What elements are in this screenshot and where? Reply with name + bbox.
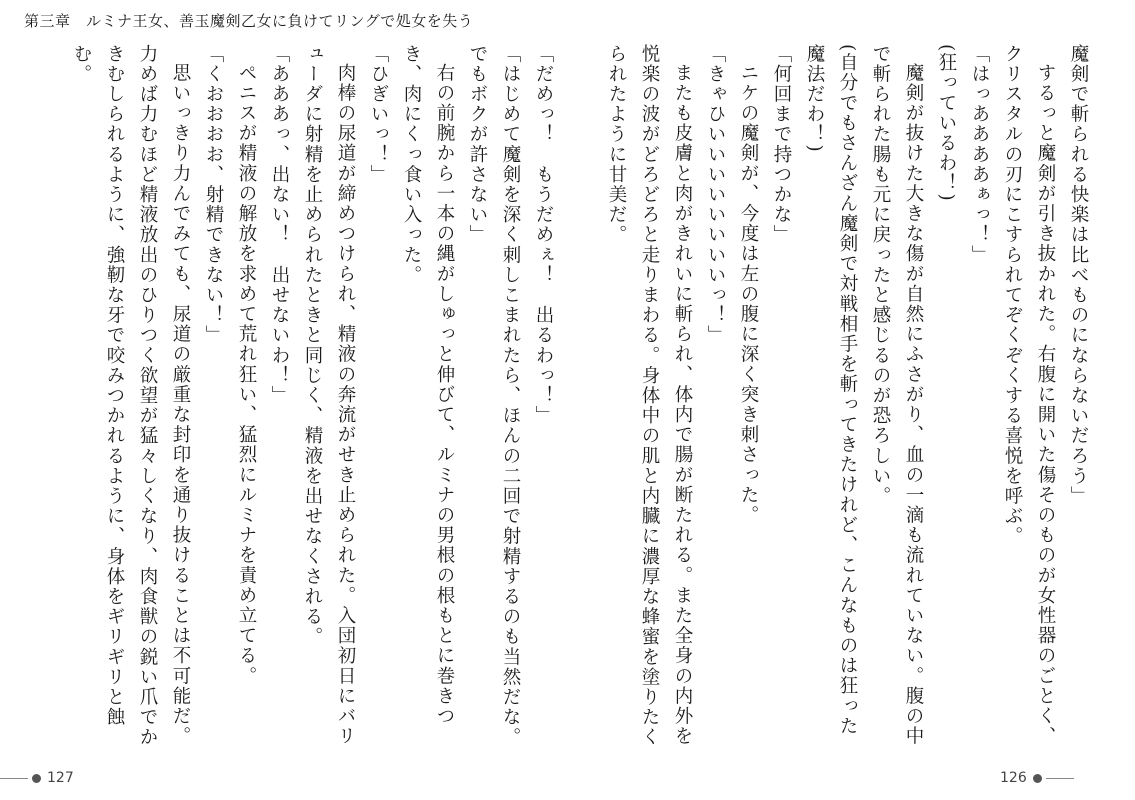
paragraph: 「はっああああぁっ！」 bbox=[969, 44, 990, 266]
footer-rule bbox=[0, 778, 28, 779]
left-page-text bbox=[65, 44, 555, 754]
paragraph: 「だめっ！ もうだめぇ！ 出るわっ！」 bbox=[533, 44, 554, 426]
paragraph: 魔剣で斬られる快楽は比べものにならないだろう」 bbox=[1068, 44, 1089, 507]
footer-dot bbox=[1033, 774, 1042, 783]
left-page bbox=[65, 44, 555, 754]
paragraph: 「くおおおお、射精できない！」 bbox=[203, 44, 224, 346]
paragraph: 肉棒の尿道が締めつけられ、精液の奔流がせき止められた。入団初日にバリューダに射精を止められたときと同じく、精液を出せなくされる。 bbox=[302, 44, 356, 746]
right-page-number: 126 bbox=[1000, 770, 1027, 786]
paragraph: (自分でもさんざん魔剣で対戦相手を斬ってきたけれど、こんなものは狂った魔法だわ！) bbox=[804, 44, 858, 737]
paragraph: 魔剣が抜けた大きな傷が自然にふさがり、血の一滴も流れていない。腹の中で斬られた腸も元に戻ったと感じるのが恐ろしい。 bbox=[870, 44, 924, 746]
footer-dot bbox=[32, 774, 41, 783]
paragraph: 「何回まで持つかな」 bbox=[771, 44, 792, 245]
paragraph: 「あああっ、出ない！ 出せないわ！」 bbox=[269, 44, 290, 406]
chapter-header: 第三章 ルミナ王女、善玉魔剣乙女に負けてリングで処女を失う bbox=[24, 12, 474, 30]
paragraph: ニケの魔剣が、今度は左の腹に深く突き刺さった。 bbox=[738, 62, 759, 525]
paragraph: またも皮膚と肉がきれいに斬られ、体内で腸が断たれる。また全身の内外を悦楽の波がどろどろと走りまわる。身体中の肌と内臓に濃厚な蜂蜜を塗りたくられたように甘美だ。 bbox=[606, 44, 693, 748]
right-page bbox=[600, 44, 1100, 754]
paragraph: 思いっきり力んでみても、尿道の厳重な封印を通り抜けることは不可能だ。力めば力むほど精液放出のひりつく欲望が猛々しくなり、肉食獣の鋭い爪でかきむしられるように、強靭な牙で咬みつかれるように、身体をギリギリと蝕む。 bbox=[71, 44, 191, 748]
paragraph: 右の前腕から一本の縄がしゅっと伸びて、ルミナの男根の根もとに巻きつき、肉にくっ食い入った。 bbox=[401, 44, 455, 726]
paragraph: 「きゃひいいいいいいいいっ！」 bbox=[705, 44, 726, 346]
paragraph: 「はじめて魔剣を深く刺しこまれたら、ほんの二回で射精するのも当然だな。でもボクが許さない」 bbox=[467, 44, 521, 748]
right-page-footer bbox=[1000, 768, 1135, 788]
footer-rule bbox=[1046, 778, 1074, 779]
left-page-number: 127 bbox=[47, 770, 74, 786]
left-page-footer bbox=[0, 768, 130, 788]
paragraph: 「ひぎいっ！」 bbox=[368, 44, 389, 185]
paragraph: ペニスが精液の解放を求めて荒れ狂い、猛烈にルミナを責め立てる。 bbox=[236, 62, 257, 686]
paragraph: するっと魔剣が引き抜かれた。右腹に開いた傷そのものが女性器のごとく、クリスタルの刃にこすられてぞくぞくする喜悦を呼ぶ。 bbox=[1002, 44, 1056, 746]
right-page-text bbox=[600, 44, 1100, 754]
paragraph: (狂っているわ！) bbox=[936, 44, 957, 203]
